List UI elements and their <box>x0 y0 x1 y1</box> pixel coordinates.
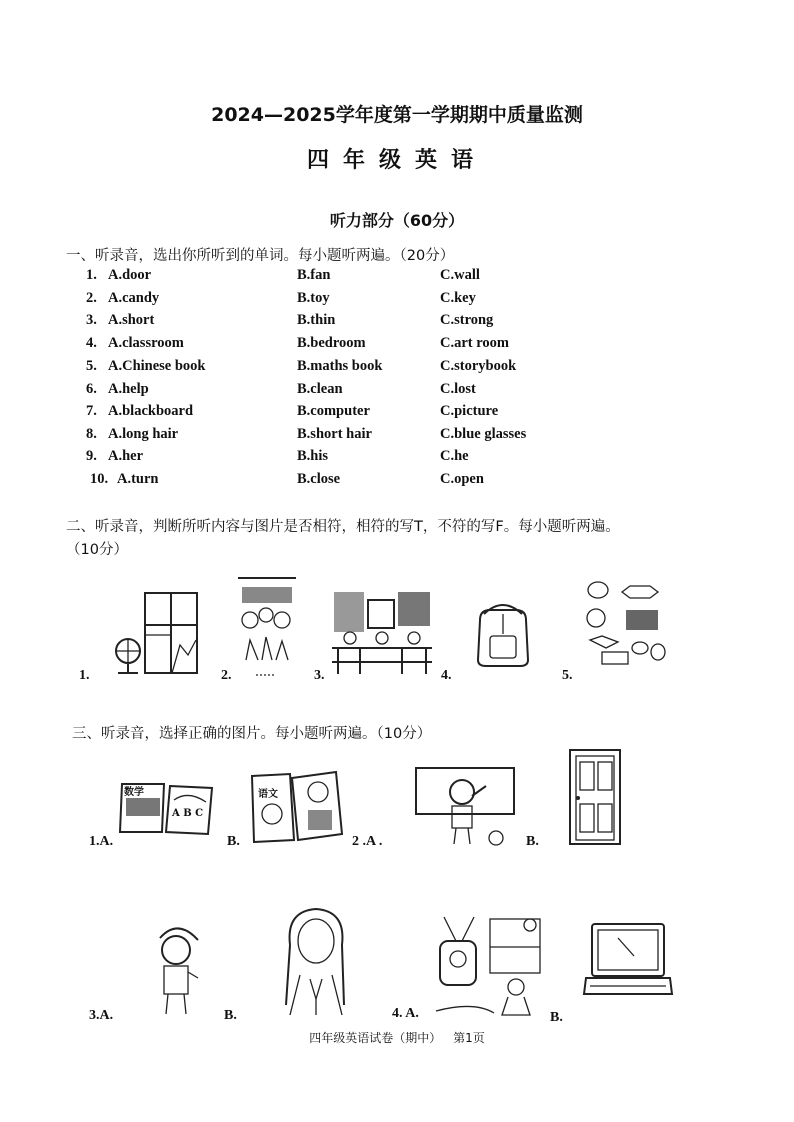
option-b: B.short hair <box>297 426 372 442</box>
listening-part-heading: 听力部分（60分） <box>329 211 465 230</box>
option-b: B.close <box>297 471 341 487</box>
abc-book-label: A B C <box>172 808 204 819</box>
q4-label-b: B. <box>550 1010 563 1025</box>
q2-label-a: 2 .A . <box>352 834 383 849</box>
question-number: 2. <box>86 290 97 306</box>
option-b: B.thin <box>297 312 336 328</box>
question-row <box>0 381 794 403</box>
q1-label-a: 1.A. <box>89 834 114 849</box>
tv-room-image <box>434 915 544 1019</box>
boy-blackboard-image <box>414 764 516 848</box>
classroom-image <box>330 588 434 676</box>
section1-instruction: 一、听录音，选出你所听到的单词。每小题听两遍。（20分） <box>66 248 455 264</box>
option-a: A.door <box>108 267 152 283</box>
question-row <box>0 448 794 470</box>
candies-image <box>582 578 672 668</box>
question-number: 8. <box>86 426 97 442</box>
q3-label-a: 3.A. <box>89 1008 114 1023</box>
question-number: 3. <box>86 312 97 328</box>
option-c: C.blue glasses <box>440 426 527 442</box>
option-b: B.computer <box>297 403 370 419</box>
question-row <box>0 335 794 357</box>
option-c: C.strong <box>440 312 494 328</box>
question-number: 4. <box>86 335 97 351</box>
section2-points: （10分） <box>66 542 128 558</box>
pic-label-4: 4. <box>441 668 452 683</box>
q2-label-b: B. <box>526 834 539 849</box>
question-number: 7. <box>86 403 97 419</box>
option-a: A.blackboard <box>108 403 194 419</box>
option-c: C.wall <box>440 267 480 283</box>
option-c: C.lost <box>440 381 476 397</box>
question-number: 9. <box>86 448 97 464</box>
option-b: B.clean <box>297 381 343 397</box>
page-footer <box>0 1029 794 1046</box>
option-c: C.picture <box>440 403 499 419</box>
option-b: B.his <box>297 448 329 464</box>
section3-instruction: 三、听录音，选择正确的图片。每小题听两遍。（10分） <box>72 726 432 742</box>
q1-label-b: B. <box>227 834 240 849</box>
option-a: A.classroom <box>108 335 184 351</box>
question-row <box>0 312 794 334</box>
window-fan-image <box>110 585 205 677</box>
pic-label-1: 1. <box>79 668 90 683</box>
option-a: A.help <box>108 381 149 397</box>
question-row <box>0 267 794 289</box>
pic-label-5: 5. <box>562 668 573 683</box>
option-a: A.long hair <box>108 426 179 442</box>
girl-long-hair-image <box>270 905 360 1017</box>
door-image <box>566 748 626 848</box>
laptop-image <box>582 920 674 1004</box>
option-b: B.fan <box>297 267 331 283</box>
question-number: 10. <box>90 471 109 487</box>
question-row <box>0 403 794 425</box>
q4-label-a: 4. A. <box>392 1006 419 1021</box>
question-row <box>0 426 794 448</box>
question-row <box>0 358 794 380</box>
chinese-books-image <box>248 770 344 846</box>
option-b: B.toy <box>297 290 330 306</box>
option-c: C.storybook <box>440 358 517 374</box>
pic-label-2: 2. <box>221 668 232 683</box>
question-row <box>0 471 794 493</box>
option-c: C.open <box>440 471 484 487</box>
chinese-book-label: 语文 <box>258 789 278 800</box>
maths-book-label: 数学 <box>124 787 144 798</box>
pic-label-3: 3. <box>314 668 325 683</box>
question-row <box>0 290 794 312</box>
option-a: A.short <box>108 312 155 328</box>
storybook-image <box>236 575 298 679</box>
option-b: B.bedroom <box>297 335 366 351</box>
footer-page-number: 第1页 <box>453 1031 485 1045</box>
option-b: B.maths book <box>297 358 383 374</box>
option-c: C.he <box>440 448 469 464</box>
option-c: C.key <box>440 290 476 306</box>
exam-subtitle: 四年级英语 <box>306 148 487 173</box>
option-c: C.art room <box>440 335 509 351</box>
boy-cap-image <box>150 920 202 1016</box>
question-number: 6. <box>86 381 97 397</box>
option-a: A.candy <box>108 290 160 306</box>
option-a: A.her <box>108 448 144 464</box>
option-a: A.turn <box>117 471 159 487</box>
exam-title: 2024—2025学年度第一学期期中质量监测 <box>211 104 583 126</box>
backpack-image <box>470 600 536 668</box>
question-number: 5. <box>86 358 97 374</box>
section2-instruction: 二、听录音，判断所听内容与图片是否相符，相符的写T，不符的写F。每小题听两遍。 <box>66 519 620 535</box>
question-number: 1. <box>86 267 97 283</box>
footer-title: 四年级英语试卷（期中） <box>309 1031 442 1045</box>
option-a: A.Chinese book <box>108 358 206 374</box>
q3-label-b: B. <box>224 1008 237 1023</box>
